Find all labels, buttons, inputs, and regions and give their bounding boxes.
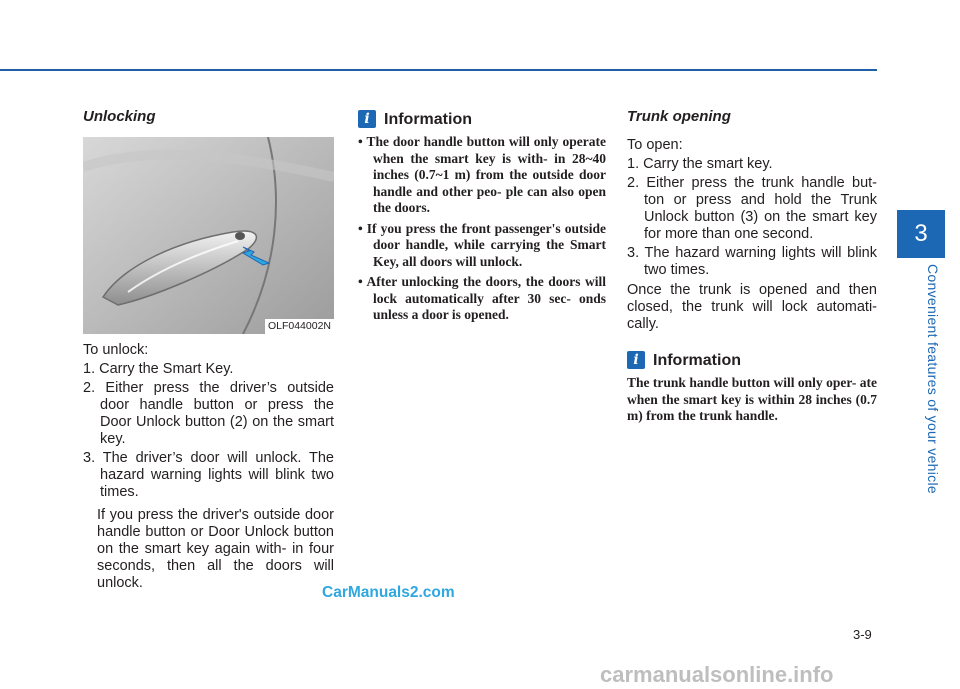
info-title: Information xyxy=(384,110,472,128)
info-icon: i xyxy=(627,351,645,369)
info-title: Information xyxy=(653,351,741,369)
trunk-step-1: 1. Carry the smart key. xyxy=(627,156,773,172)
info-bullet: • If you press the front passenger's outside door handle, while carrying the Smart Key, all doors will unlock. xyxy=(358,220,606,269)
header-rule xyxy=(0,69,877,71)
information-section-1 xyxy=(358,108,606,328)
unlock-note: If you press the driver's outside door handle button or Door Unlock button on the smart key again with- in four seconds, then all the doors will unlock. xyxy=(97,507,334,591)
info-icon: i xyxy=(358,110,376,128)
unlocking-title: Unlocking xyxy=(83,108,156,125)
unlock-step-1: 1. Carry the Smart Key. xyxy=(83,361,234,377)
trunk-info-text: The trunk handle button will only oper- ate when the smart key is within 28 inches (0.7 m) from the trunk handle. xyxy=(627,375,877,423)
unlock-intro: To unlock: xyxy=(83,342,149,358)
trunk-after: Once the trunk is opened and then closed, the trunk will lock automati- cally. xyxy=(627,282,877,332)
info-bullet: • The door handle button will only operate when the smart key is with- in 28~40 inches (0.7~1 m) from the outside door handle and other peo- ple can also open the doors. xyxy=(358,134,606,215)
trunk-title: Trunk opening xyxy=(627,108,731,125)
chapter-number-tab: 3 xyxy=(897,210,945,258)
unlock-step-3: 3. The driver’s door will unlock. The hazard warning lights will blink two times. xyxy=(83,450,334,500)
info-heading xyxy=(358,110,606,128)
trunk-opening-section xyxy=(627,108,877,425)
info-heading xyxy=(627,351,877,369)
trunk-step-2: 2. Either press the trunk handle but- ton or press and hold the Trunk Unlock button (3) on the smart key for more than one second. xyxy=(627,175,877,242)
door-handle-illustration xyxy=(83,137,334,334)
unlocking-section xyxy=(83,108,334,592)
figure-code: OLF044002N xyxy=(265,319,334,334)
door-handle-figure xyxy=(83,137,334,334)
info-bullet: • After unlocking the doors, the doors will lock automatically after 30 sec- onds unless a door is opened. xyxy=(358,274,606,322)
page-number: 3-9 xyxy=(853,627,872,642)
watermark-footer: carmanualsonline.info xyxy=(600,662,834,687)
info-bullet-list xyxy=(358,134,606,324)
watermark-link[interactable]: CarManuals2.com xyxy=(322,584,455,601)
chapter-title: Convenient features of your vehicle xyxy=(925,264,941,494)
trunk-step-3: 3. The hazard warning lights will blink two times. xyxy=(627,245,877,278)
trunk-intro: To open: xyxy=(627,137,683,153)
unlock-step-2: 2. Either press the driver’s outside door handle button or press the Door Unlock button (2) on the smart key. xyxy=(83,380,334,447)
